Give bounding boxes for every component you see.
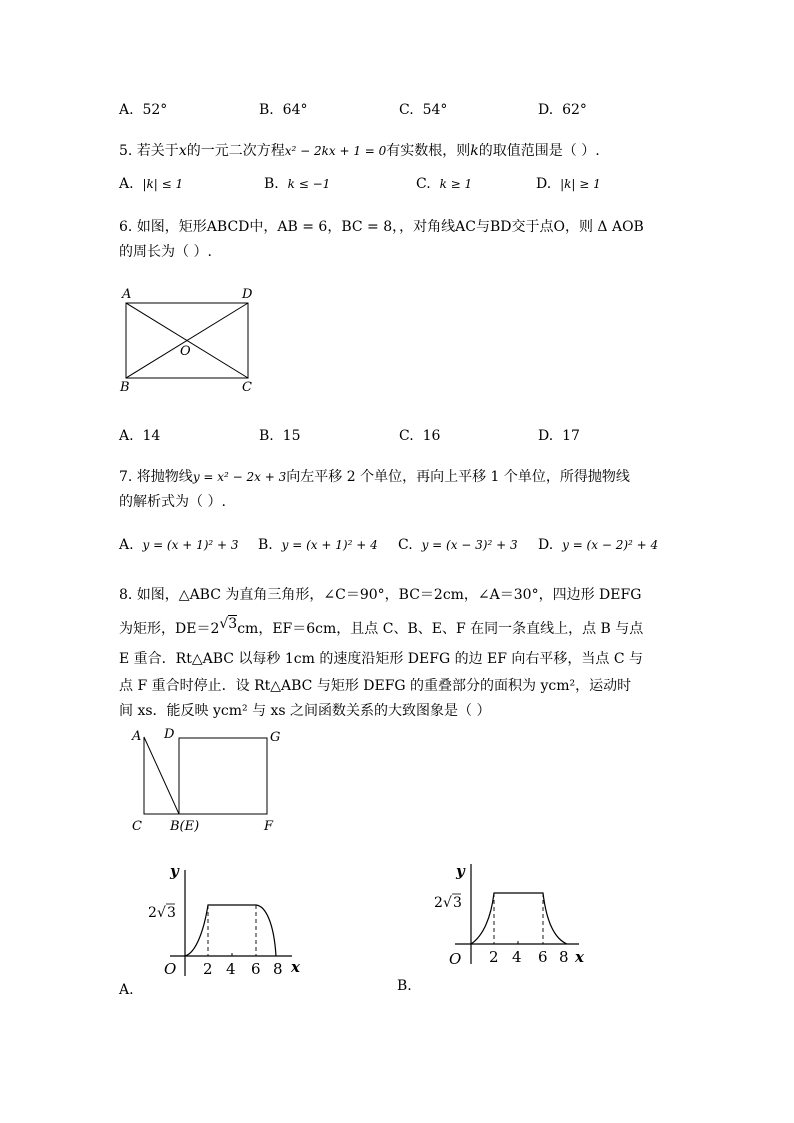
option-text: 52° — [142, 102, 168, 118]
q5-option-a[interactable] — [119, 176, 183, 192]
q8-stem-line1: 8. 如图，△ABC 为直角三角形，∠C＝90°，BC＝2cm，∠A＝30°，四边形 DEFG — [119, 587, 642, 603]
q6-option-a[interactable] — [119, 428, 160, 444]
label-c: C — [242, 380, 252, 395]
q6-stem-line2: 的周长为（ ）. — [119, 244, 212, 260]
q7-option-d[interactable] — [538, 537, 658, 553]
label-o: O — [180, 344, 191, 359]
option-text: |k| ≥ 1 — [560, 177, 601, 191]
option-text: 16 — [422, 428, 441, 444]
x-tick-4: 4 — [512, 948, 522, 966]
q8-graph-a-label[interactable]: A. — [119, 982, 134, 998]
q8-stem-line3: E 重合．Rt△ABC 以每秒 1cm 的速度沿矩形 DEFG 的边 EF 向右平移，当点 C 与 — [119, 651, 644, 667]
q7-stem-line2: 的解析式为（ ）. — [119, 494, 226, 510]
sqrt-sign: √ — [157, 905, 166, 921]
q4-option-c[interactable] — [399, 102, 447, 118]
q5-stem-part: 的取值范围是（ ）. — [478, 143, 600, 159]
q5-option-d[interactable] — [536, 176, 601, 192]
y-tick-prefix: 2 — [148, 905, 157, 921]
q5-stem-part: 5. 若关于 — [119, 143, 179, 159]
q5-stem-part: 的一元二次方程 — [186, 143, 285, 159]
option-letter: B. — [258, 537, 273, 553]
y-tick-prefix: 2 — [434, 895, 443, 911]
option-letter: C. — [416, 176, 431, 192]
q8-graph-b-label[interactable]: B. — [397, 978, 412, 994]
option-letter: D. — [536, 176, 552, 192]
q8-stem-line4: 点 F 重合时停止．设 Rt△ABC 与矩形 DEFG 的重叠部分的面积为 ycm²，运动时 — [119, 678, 632, 694]
q4-option-d[interactable] — [538, 102, 587, 118]
option-letter: A. — [119, 102, 134, 118]
label-d: D — [164, 727, 175, 742]
q7-stem-line1 — [119, 466, 630, 486]
q6-stem-line1: 6. 如图，矩形ABCD中，AB = 6，BC = 8，，对角线AC与BD交于点O，则 Δ AOB — [119, 219, 644, 235]
sqrt-sign: √ — [443, 895, 452, 911]
option-letter: D. — [538, 537, 554, 553]
label-g: G — [270, 730, 281, 745]
option-letter: A. — [119, 176, 134, 192]
q8-stem-part: 为矩形，DE＝2 — [119, 621, 220, 637]
label-a: A — [132, 729, 142, 744]
option-letter: D. — [538, 428, 554, 444]
x-tick-6: 6 — [538, 948, 548, 966]
q5-var-x: x — [178, 143, 187, 159]
label-be: B(E) — [170, 819, 200, 834]
q7-option-a[interactable] — [119, 537, 239, 553]
q8-triangle-rectangle-figure — [128, 724, 288, 839]
x-tick-4: 4 — [226, 960, 236, 978]
q5-option-b[interactable] — [264, 176, 330, 192]
label-f: F — [264, 819, 274, 834]
option-text: 54° — [422, 102, 448, 118]
x-tick-8: 8 — [273, 960, 283, 978]
x-tick-2: 2 — [489, 948, 499, 966]
label-b: B — [120, 380, 130, 395]
option-text: k ≤ −1 — [287, 177, 331, 191]
sqrt-radicand: 3 — [228, 616, 238, 632]
option-text: y = (x + 1)² + 3 — [142, 538, 239, 552]
label-d: D — [242, 287, 253, 302]
option-letter: A. — [119, 428, 134, 444]
option-letter: C. — [399, 102, 414, 118]
q7-option-b[interactable] — [258, 537, 378, 553]
q6-option-d[interactable] — [538, 428, 580, 444]
origin-label: O — [164, 960, 177, 978]
option-text: y = (x − 2)² + 4 — [562, 538, 659, 552]
q7-stem-part: 向左平移 2 个单位，再向上平移 1 个单位，所得抛物线 — [286, 469, 630, 485]
q7-parabola: y = x² − 2x + 3 — [192, 470, 287, 484]
q4-option-b[interactable] — [259, 102, 307, 118]
q7-option-c[interactable] — [398, 537, 518, 553]
option-text: 62° — [562, 102, 587, 118]
option-text: 64° — [282, 102, 308, 118]
q8-stem-line5: 间 xs．能反映 ycm² 与 xs 之间函数关系的大致图象是（ ） — [119, 703, 491, 719]
q8-graph-b[interactable] — [425, 852, 595, 977]
q8-stem-line2 — [119, 618, 643, 638]
option-text: k ≥ 1 — [439, 177, 473, 191]
q6-option-c[interactable] — [399, 428, 440, 444]
q5-equation: x² − 2kx + 1 = 0 — [284, 144, 387, 158]
option-letter: B. — [264, 176, 279, 192]
option-text: 14 — [142, 428, 161, 444]
label-a: A — [122, 287, 132, 302]
q4-option-a[interactable] — [119, 102, 167, 118]
y-tick-root: 3 — [453, 895, 462, 911]
label-c: C — [132, 819, 142, 834]
option-letter: B. — [259, 102, 274, 118]
option-text: y = (x + 1)² + 4 — [281, 538, 378, 552]
option-letter: B. — [259, 428, 274, 444]
curve — [471, 893, 567, 944]
q7-stem-part: 7. 将抛物线 — [119, 469, 193, 485]
option-letter: C. — [398, 537, 413, 553]
sqrt-sign: √3 — [219, 616, 238, 632]
curve — [185, 905, 276, 956]
y-axis-label: y — [170, 862, 179, 880]
q6-option-b[interactable] — [259, 428, 300, 444]
option-text: |k| ≤ 1 — [142, 177, 184, 191]
option-text: 17 — [562, 428, 580, 444]
triangle-abc — [144, 737, 179, 814]
option-text: 15 — [282, 428, 301, 444]
q5-option-c[interactable] — [416, 176, 472, 192]
q6-rectangle-figure — [110, 282, 270, 397]
x-tick-8: 8 — [559, 948, 569, 966]
origin-label: O — [449, 950, 462, 968]
q8-stem-part: cm，EF＝6cm，且点 C、B、E、F 在同一条直线上，点 B 与点 — [237, 621, 644, 637]
q5-stem-part: 有实数根，则 — [386, 143, 471, 159]
option-letter: C. — [399, 428, 414, 444]
option-letter: D. — [538, 102, 554, 118]
option-letter: A. — [119, 537, 134, 553]
q5-stem — [119, 140, 600, 160]
q5-var-k: k — [470, 143, 479, 159]
y-tick-root: 3 — [167, 905, 176, 921]
y-axis-label: y — [456, 862, 465, 880]
rectangle-defg — [179, 738, 267, 814]
x-tick-6: 6 — [251, 960, 261, 978]
x-tick-2: 2 — [203, 960, 213, 978]
x-axis-label: x — [291, 958, 300, 976]
q8-graph-a[interactable] — [140, 858, 310, 988]
option-text: y = (x − 3)² + 3 — [421, 538, 518, 552]
x-axis-label: x — [575, 948, 584, 966]
